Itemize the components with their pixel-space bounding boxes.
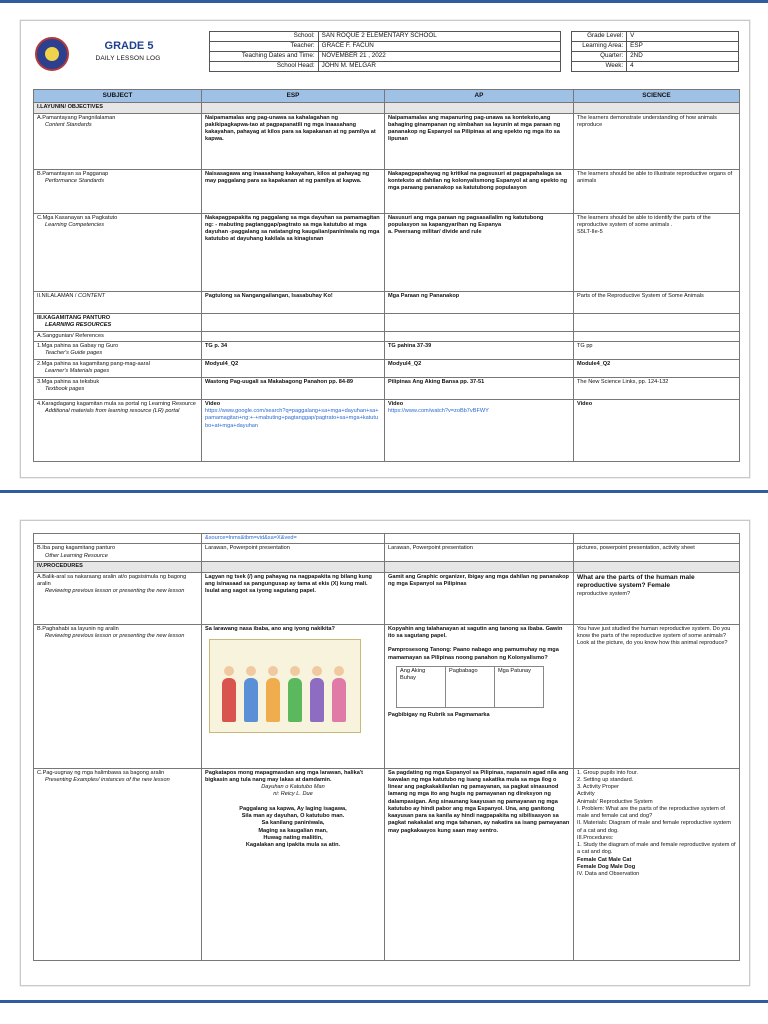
- ap-purpose-instruction: Kopyahin ang talahanayan at sagutin ang tanong sa ibaba. Gawin ito sa sagutang papel.: [388, 625, 563, 639]
- subject-tl: B.Paghahabi sa layunin ng aralin: [37, 625, 119, 632]
- teacher-label: Teacher:: [210, 42, 319, 52]
- learning-area-label: Learning Area:: [571, 42, 627, 52]
- subject-en: Textbook pages: [45, 386, 85, 393]
- resources-en: LEARNING RESOURCES: [45, 321, 112, 328]
- table-row: [34, 291, 740, 313]
- subject-tl: 2.Mga pahina sa kagamitang pang-mag-aaral: [37, 360, 150, 367]
- esp-cell: Nakapagpapakita ng paggalang sa mga dayuhan sa pamamagitan ng: - mabuting pagtanggap/pagtrato sa mga katutubo at mga dayuhan -paggalang sa natatanging kaugalian/paniniwala ng mga katutubo at dayuhang kakilala sa kinagisnan: [202, 213, 385, 291]
- page-divider-bottom: [0, 1000, 768, 1003]
- lesson-log-header: [33, 31, 739, 91]
- poem-title: Dayuhan o Katutubo Man: [261, 784, 325, 791]
- grade-level-label: Grade Level:: [571, 32, 627, 42]
- table-row: [34, 113, 740, 169]
- subject-tl: C.Pag-uugnay ng mga halimbawa sa bagong aralin: [37, 769, 165, 776]
- esp-video-link[interactable]: https://www.google.com/search?q=paggalang+sa+mga+dayuhan+sa+pamamagitan+ng:+-+mabuting+pagtanggap/pagtrato+sa+mga+katutubo+at+mga+dayuhan: [205, 408, 379, 429]
- ap-rubric-text: Pagbibigay ng Rubrik sa Pagmamarka: [388, 711, 490, 718]
- quarter-label: Quarter:: [571, 52, 627, 62]
- subject-tl: 4.Karagdagang kagamitan mula sa portal ng Learning Resource: [37, 400, 196, 407]
- references-label: A.Sanggunian/ References: [34, 331, 202, 341]
- science-cell: Video: [574, 399, 740, 461]
- science-cell: TG pp: [574, 341, 740, 359]
- ap-cell: Gamit ang Graphic organizer, ibigay ang mga dahilan ng pananakop ng mga Espanyol sa Pilipinas: [385, 572, 574, 624]
- science-cell: The learners should be able to illustrate reproductive organs of animals: [574, 169, 740, 213]
- subject-en: Learning Competencies: [45, 221, 105, 228]
- subject-en: Content Standards: [45, 121, 92, 128]
- content-label-en: CONTENT: [78, 292, 106, 299]
- table-row: [34, 572, 740, 624]
- esp-examples-text: Pagkatapos mong mapagmasdan ang mga larawan, halika't bigkasin ang tula nang may lakas at damdamin.: [205, 769, 364, 783]
- ap-video-link[interactable]: https://www.com/watch?v=zoBb7vBFWY: [388, 408, 489, 415]
- subject-en: Additional materials from learning resource (LR) portal: [45, 408, 180, 415]
- science-cell: [574, 768, 740, 960]
- subject-tl: B.Pamantayan sa Pagganap: [37, 170, 109, 177]
- school-head-label: School Head:: [210, 62, 319, 72]
- poem-line: Huwag nating maliitin,: [263, 834, 323, 841]
- lesson-table-1: [33, 89, 740, 462]
- ap-cell: Mga Paraan ng Pananakop: [385, 291, 574, 313]
- subject-tl: 3.Mga pahina sa teksbuk: [37, 378, 100, 385]
- science-cell: Parts of the Reproductive System of Some Animals: [574, 291, 740, 313]
- ap-cell: Larawan, Powerpoint presentation: [385, 544, 574, 562]
- subject-cell: [34, 377, 202, 399]
- subject-en: Teacher's Guide pages: [45, 350, 103, 357]
- sci-step: Female Cat Male Cat: [577, 856, 632, 863]
- science-cell: Module4_Q2: [574, 359, 740, 377]
- subject-cell: [34, 213, 202, 291]
- science-cell: [574, 572, 740, 624]
- dll-title: DAILY LESSON LOG: [95, 55, 161, 62]
- table-row: [34, 359, 740, 377]
- dates-value: NOVEMBER 21 , 2022: [318, 52, 560, 62]
- diverse-people-illustration: [209, 639, 361, 733]
- subject-cell: [34, 341, 202, 359]
- ap-cell: Modyul4_Q2: [385, 359, 574, 377]
- teacher-value: GRACE F. FACUN: [318, 42, 560, 52]
- esp-purpose-text: Sa larawang nasa ibaba, ano ang iyong nakikita?: [205, 625, 335, 632]
- subject-tl: B.Iba pang kagamitang panturo: [37, 545, 116, 552]
- resources-tl: III.KAGAMITANG PANTURO: [37, 314, 111, 321]
- school-head-value: JOHN M. MELGAR: [318, 62, 560, 72]
- col-header-science: SCIENCE: [574, 90, 740, 103]
- ap-competency: Nasusuri ang mga paraan ng pagsasailalim ng katutubong populasyon sa kapangyarihan ng Espanya: [388, 214, 544, 228]
- col-header-esp: ESP: [202, 90, 385, 103]
- sci-step: Activity: [577, 791, 595, 798]
- subject-en: Presenting Examples/ instances of the new lesson: [45, 776, 170, 783]
- school-value: SAN ROQUE 2 ELEMENTARY SCHOOL: [318, 32, 560, 42]
- dates-label: Teaching Dates and Time:: [210, 52, 319, 62]
- sci-step: 2. Setting up standard.: [577, 776, 634, 783]
- subject-cell: [34, 113, 202, 169]
- subject-en: Performance Standards: [45, 177, 105, 184]
- science-cell: [574, 213, 740, 291]
- objectives-heading: I.LAYUNIN/ OBJECTIVES: [34, 103, 202, 113]
- subject-cell: [34, 624, 202, 768]
- lesson-table-2: [33, 533, 740, 961]
- table-row: [34, 768, 740, 960]
- ap-purpose-question: Pamprosesong Tanong: Paano nabago ang pamumuhay ng mga mamamayan sa Pilipinas noong panahon ng Kolonyalismo?: [388, 647, 559, 661]
- science-cell: The learners demonstrate understanding of how animals reproduce: [574, 113, 740, 169]
- procedures-heading: IV.PROCEDURES: [34, 562, 202, 572]
- page-divider-top: [0, 0, 768, 3]
- table-row: [34, 534, 740, 544]
- esp-cell: Pagtulong sa Nangangailangan, Isasabuhay Ko!: [202, 291, 385, 313]
- sci-step: III.Procedures:: [577, 834, 614, 841]
- subject-tl: A.Pamantayang Pangnilalaman: [37, 114, 116, 121]
- ap-table-header: Mga Patunay: [495, 666, 544, 707]
- sci-step: 3. Activity Proper: [577, 784, 619, 791]
- week-label: Week:: [571, 62, 627, 72]
- table-row: [34, 331, 740, 341]
- esp-cell: Wastong Pag-uugali sa Makabagong Panahon pp. 84-89: [202, 377, 385, 399]
- content-label: II.NILALAMAN /: [37, 292, 77, 299]
- poem-line: Sa kanilang paniniwala,: [261, 820, 325, 827]
- sci-review-question-2: reproductive system?: [577, 590, 631, 597]
- subject-tl: C.Mga Kasanayan sa Pagkatuto: [37, 214, 118, 221]
- subject-tl: A.Balik-aral sa nakaraang aralin at/o pagsisimula ng bagong aralin: [37, 573, 187, 587]
- sci-competency-code: S5LT-IIe-5: [577, 229, 603, 236]
- col-header-subject: SUBJECT: [34, 90, 202, 103]
- esp-cell: Naipamamalas ang pag-unawa sa kahalagahan ng pakikipagkapwa-tao at pagpapanatili ng mga inaasahang kakayahan, pahayag at kilos para sa kapakanan at ng pamilya at kapwa.: [202, 113, 385, 169]
- deped-seal-icon: [35, 37, 69, 71]
- sci-competency: The learners should be able to identify the parts of the reproductive system of some animals .: [577, 214, 711, 228]
- week-value: 4: [627, 62, 739, 72]
- esp-cell: Larawan, Powerpoint presentation: [202, 544, 385, 562]
- page-divider-middle: [0, 490, 768, 493]
- esp-cell: [202, 624, 385, 768]
- esp-cell: [202, 768, 385, 960]
- subject-cell: [34, 399, 202, 461]
- ap-cell: TG pahina 37-39: [385, 341, 574, 359]
- science-cell: pictures, powerpoint presentation, activity sheet: [574, 544, 740, 562]
- ap-cell: [385, 213, 574, 291]
- table-row: [34, 169, 740, 213]
- ap-video-label: Video: [388, 400, 404, 407]
- sci-step: II. Materials: Diagram of male and female reproductive system of a cat and dog.: [577, 820, 731, 834]
- ap-competency-a: a. Pwersang militar/ divide and rule: [388, 229, 482, 236]
- lesson-log-page-2: [20, 520, 750, 986]
- subject-en: Other Learning Resource: [45, 552, 108, 559]
- subject-cell: [34, 544, 202, 562]
- subject-cell: [34, 572, 202, 624]
- subject-en: Reviewing previous lesson or presenting the new lesson: [45, 588, 185, 595]
- esp-link-continued[interactable]: &source=lnms&tbm=vid&sa=X&ved=: [202, 534, 385, 544]
- table-row: [34, 341, 740, 359]
- table-row: [34, 624, 740, 768]
- table-row: [34, 399, 740, 461]
- science-cell: The New Science Links, pp. 124-132: [574, 377, 740, 399]
- sci-step: 1. Study the diagram of male and female reproductive system of a cat and dog.: [577, 842, 736, 856]
- ap-table-header: Pagbabago: [446, 666, 495, 707]
- subject-en: Learner's Materials pages: [45, 368, 110, 375]
- science-cell: You have just studied the human reproductive system. Do you know the parts of the reproductive system of some animals? Look at the picture, do you know how this animal reproduce?: [574, 624, 740, 768]
- subject-cell: [34, 768, 202, 960]
- esp-cell: Naisasagawa ang inaasahang kakayahan, kilos at pahayag ng may paggalang para sa kapakanan at ng pamilya at kapwa.: [202, 169, 385, 213]
- table-row: [34, 544, 740, 562]
- ap-cell: Sa pagdating ng mga Espanyol sa Pilipinas, napansin agad nila ang kawalan ng mga katutubo ng isang sakatika mula sa mga ilog o linear ang pagkakakilanlan ng pamayanan, sa pagkat sinasunod lamang ng mga ito ang hugis ng pamayanan ng direksyon ng dalampasigan. Ang sinaunang kaayusan ng pamayanan ng mga katutubo ay hindi pabor ang mga Espanyol. Una, ang ganitong kaayusan para sa kanila ay hindi nagpapakita ng sibilisasyon sa pagkat nakakalat ang mga tahanan, ay nakatira sa isang pamayanan may pagkakaayos kung saan may sentro.: [385, 768, 574, 960]
- table-row: [34, 313, 740, 331]
- sci-step: Animals' Reproductive System: [577, 798, 653, 805]
- lesson-log-page-1: [20, 20, 750, 478]
- quarter-value: 2ND: [627, 52, 739, 62]
- ap-cell: [385, 399, 574, 461]
- poem-line: Sila man ay dayuhan, O katutubo man.: [241, 813, 345, 820]
- grade-title: GRADE 5: [104, 40, 154, 52]
- esp-cell: Modyul4_Q2: [202, 359, 385, 377]
- header-info-table: [209, 31, 739, 72]
- learning-area-value: ESP: [627, 42, 739, 52]
- grade-level-value: V: [627, 32, 739, 42]
- subject-cell: [34, 169, 202, 213]
- esp-video-label: Video: [205, 400, 221, 407]
- school-label: School:: [210, 32, 319, 42]
- poem-author: ni: Reicy L. Due: [273, 791, 313, 798]
- sci-review-question: What are the parts of the human male reproductive system? Female: [577, 573, 695, 590]
- subject-tl: 1.Mga pahina sa Gabay ng Guro: [37, 342, 119, 349]
- subject-cell: [34, 291, 202, 313]
- ap-answer-table: [396, 666, 544, 708]
- sci-step: IV. Data and Observation: [577, 871, 640, 878]
- table-row: [34, 213, 740, 291]
- ap-cell: Naipamamalas ang mapanuring pag-unawa sa konteksto,ang bahaging ginampanan ng simbahan sa layunin at mga paraan ng pananakop ng Espanyol sa Pilipinas at ang epekto ng mga ito sa lipunan: [385, 113, 574, 169]
- subject-cell: [34, 313, 202, 331]
- ap-cell: Pilipinas Ang Aking Bansa pp. 37-51: [385, 377, 574, 399]
- col-header-ap: AP: [385, 90, 574, 103]
- poem-line: Paggalang sa kapwa, Ay laging isagawa,: [239, 805, 347, 812]
- sci-step: I. Problem: What are the parts of the reproductive system of male and female cat and dog?: [577, 805, 725, 820]
- ap-table-header: Ang Aking Buhay: [397, 666, 446, 707]
- ap-cell: Nakapagpapahayag ng kritikal na pagsusuri at pagpapahalaga sa konteksto at dahilan ng kolonyalismong Espanyol at ang epekto ng mga paraang pananakop sa katutubong populasyon: [385, 169, 574, 213]
- ap-cell: [385, 624, 574, 768]
- poem-line: Maging sa kaugalian man,: [258, 827, 328, 834]
- esp-cell: Lagyan ng tsek (/) ang pahayag na nagpapakita ng bilang kung ang isinasaad sa pangungusap ay tama at ekis (X) kung mali. Isulat ang sagot sa iyong sagutang papel.: [202, 572, 385, 624]
- table-row: [34, 377, 740, 399]
- poem-line: Kagalakan ang ipakita mula sa atin.: [245, 842, 341, 849]
- esp-cell: TG p. 34: [202, 341, 385, 359]
- subject-cell: [34, 359, 202, 377]
- sci-step: Female Dog Male Dog: [577, 863, 636, 870]
- sci-step: 1. Group pupils into four.: [577, 769, 638, 776]
- esp-cell: [202, 399, 385, 461]
- subject-en: Reviewing previous lesson or presenting the new lesson: [45, 632, 185, 639]
